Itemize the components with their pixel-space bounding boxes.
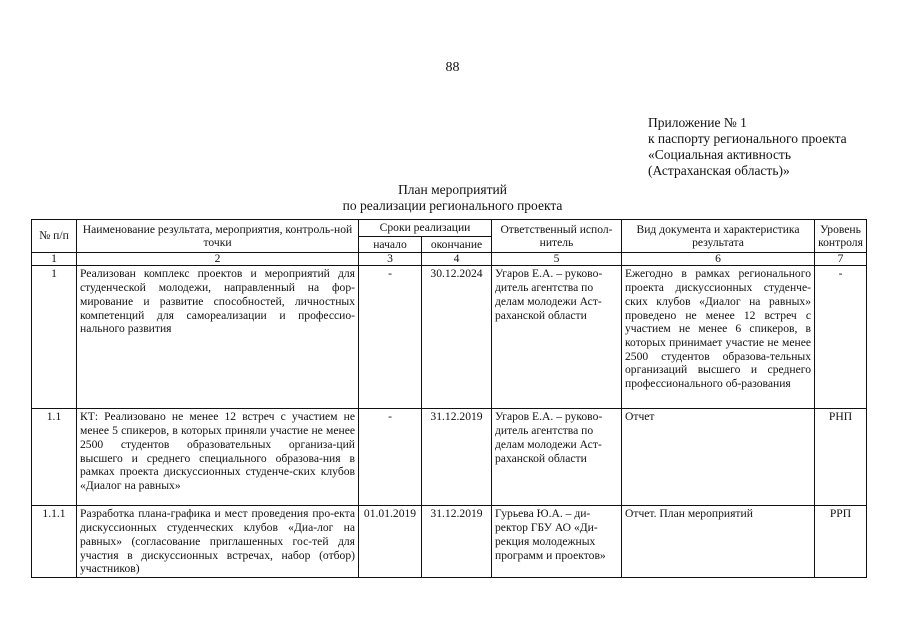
row-num: 1.1.1 bbox=[32, 506, 77, 578]
annex-line-4: (Астраханская область)» bbox=[648, 163, 790, 178]
header-name: Наименование результата, мероприятия, контроль-ной точки bbox=[77, 220, 359, 253]
row-start: - bbox=[359, 266, 422, 409]
column-number: 4 bbox=[422, 253, 492, 266]
row-document: Отчет. План мероприятий bbox=[622, 506, 815, 578]
row-end: 31.12.2019 bbox=[422, 409, 492, 506]
activity-plan-table bbox=[31, 219, 867, 578]
annex-line-2: к паспорту регионального проекта bbox=[648, 131, 847, 146]
row-responsible: Угаров Е.А. – руково-дитель агентства по делам молодежи Аст-раханской области bbox=[492, 409, 622, 506]
annex-heading bbox=[648, 115, 847, 179]
row-responsible: Гурьева Ю.А. – ди-ректор ГБУ АО «Ди-рекция молодежных программ и проектов» bbox=[492, 506, 622, 578]
row-document: Отчет bbox=[622, 409, 815, 506]
row-name: Разработка плана-графика и мест проведения про-екта дискуссионных студенческих клубов «Диа-лог на равных» (согласование приглашенных гос-тей для участия в дискуссионных встречах, набор (отбор) участников) bbox=[77, 506, 359, 578]
row-end: 31.12.2019 bbox=[422, 506, 492, 578]
header-level: Уровень контроля bbox=[815, 220, 867, 253]
row-num: 1 bbox=[32, 266, 77, 409]
row-num: 1.1 bbox=[32, 409, 77, 506]
header-period: Сроки реализации bbox=[359, 220, 492, 237]
row-level: РРП bbox=[815, 506, 867, 578]
row-document: Ежегодно в рамках регионального проекта дискуссионных студенче-ских клубов «Диалог на равных» проведено не менее 12 встреч с участием не менее 6 спикеров, в которых принимает участие не менее 2500 студентов образова-тельных организаций высшего и среднего профессионального об-разования bbox=[622, 266, 815, 409]
table-row bbox=[32, 266, 867, 409]
column-number: 7 bbox=[815, 253, 867, 266]
table-row bbox=[32, 506, 867, 578]
row-level: РНП bbox=[815, 409, 867, 506]
annex-line-1: Приложение № 1 bbox=[648, 115, 747, 130]
header-start: начало bbox=[359, 236, 422, 253]
header-row bbox=[32, 220, 867, 237]
column-number: 1 bbox=[32, 253, 77, 266]
table-row bbox=[32, 409, 867, 506]
row-end: 30.12.2024 bbox=[422, 266, 492, 409]
row-level: - bbox=[815, 266, 867, 409]
column-number: 3 bbox=[359, 253, 422, 266]
header-num: № п/п bbox=[32, 220, 77, 253]
column-number: 2 bbox=[77, 253, 359, 266]
column-number: 5 bbox=[492, 253, 622, 266]
annex-line-3: «Социальная активность bbox=[648, 147, 791, 162]
row-name: Реализован комплекс проектов и мероприятий для студенческой молодежи, направленный на фор-мирование и развитие способностей, личностных компетенций для самореализации и профессио-нального развития bbox=[77, 266, 359, 409]
title-line-1: План мероприятий bbox=[398, 182, 507, 197]
document-title bbox=[0, 182, 905, 214]
column-number: 6 bbox=[622, 253, 815, 266]
column-number-row bbox=[32, 253, 867, 266]
row-start: - bbox=[359, 409, 422, 506]
row-responsible: Угаров Е.А. – руково-дитель агентства по делам молодежи Аст-раханской области bbox=[492, 266, 622, 409]
page-number: 88 bbox=[445, 60, 460, 75]
header-document: Вид документа и характеристика результата bbox=[622, 220, 815, 253]
row-name: КТ: Реализовано не менее 12 встреч с участием не менее 5 спикеров, в которых приняли участие не менее 2500 студентов образовательных организа-ций высшего и среднего специального образова-ния в рамках проекта дискуссионных студенче-ских клубов «Диалог на равных» bbox=[77, 409, 359, 506]
title-line-2: по реализации регионального проекта bbox=[342, 198, 563, 213]
header-responsible: Ответственный испол-нитель bbox=[492, 220, 622, 253]
header-end: окончание bbox=[422, 236, 492, 253]
row-start: 01.01.2019 bbox=[359, 506, 422, 578]
